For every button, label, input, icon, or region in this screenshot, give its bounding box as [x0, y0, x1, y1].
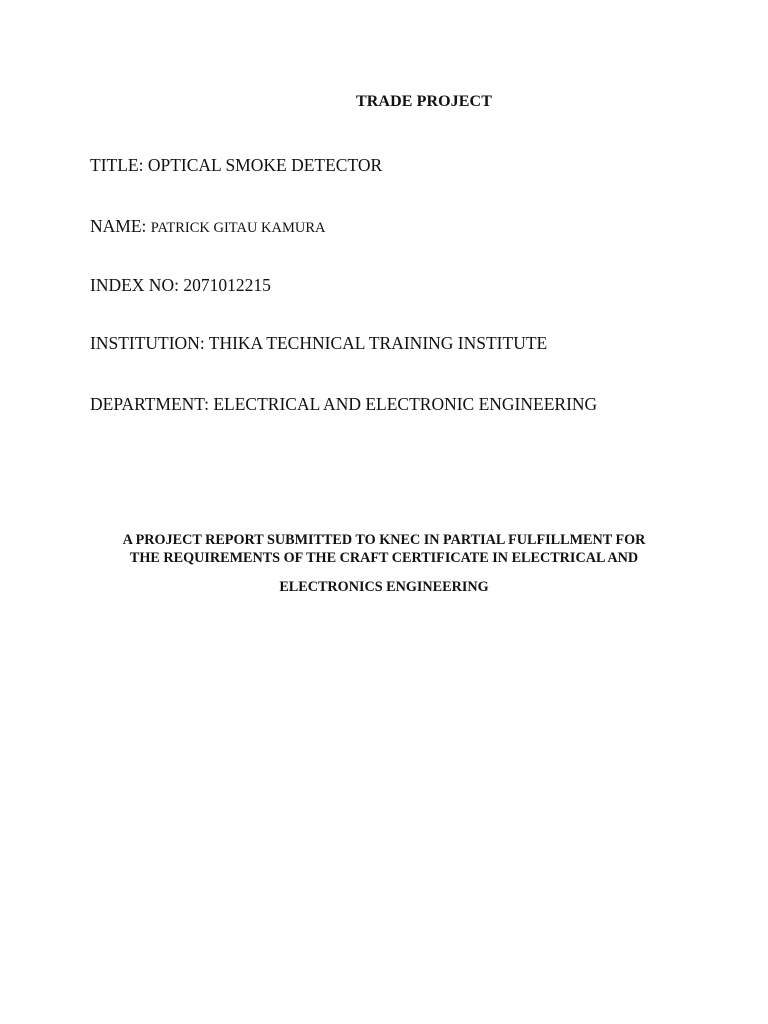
name-value: PATRICK GITAU KAMURA — [150, 220, 326, 236]
department-field — [90, 394, 597, 415]
institution-value: THIKA TECHNICAL TRAINING INSTITUTE — [208, 333, 548, 353]
institution-label: INSTITUTION: — [90, 333, 209, 353]
department-value: ELECTRICAL AND ELECTRONIC ENGINEERING — [213, 394, 598, 414]
title-value: OPTICAL SMOKE DETECTOR — [147, 155, 383, 175]
document-heading: TRADE PROJECT — [356, 93, 492, 110]
name-label: NAME: — [90, 216, 151, 236]
index-field — [90, 275, 271, 296]
title-label: TITLE: — [90, 155, 148, 175]
report-statement-line-3: ELECTRONICS ENGINEERING — [279, 579, 489, 595]
index-value: 2071012215 — [183, 275, 271, 295]
report-statement-line-1: A PROJECT REPORT SUBMITTED TO KNEC IN PARTIAL FULFILLMENT FOR — [122, 532, 646, 548]
title-field — [90, 155, 382, 176]
name-field — [90, 216, 326, 237]
index-label: INDEX NO: — [90, 275, 184, 295]
department-label: DEPARTMENT: — [90, 394, 214, 414]
report-statement-line-2: THE REQUIREMENTS OF THE CRAFT CERTIFICATE IN ELECTRICAL AND — [129, 550, 639, 566]
institution-field — [90, 333, 547, 354]
